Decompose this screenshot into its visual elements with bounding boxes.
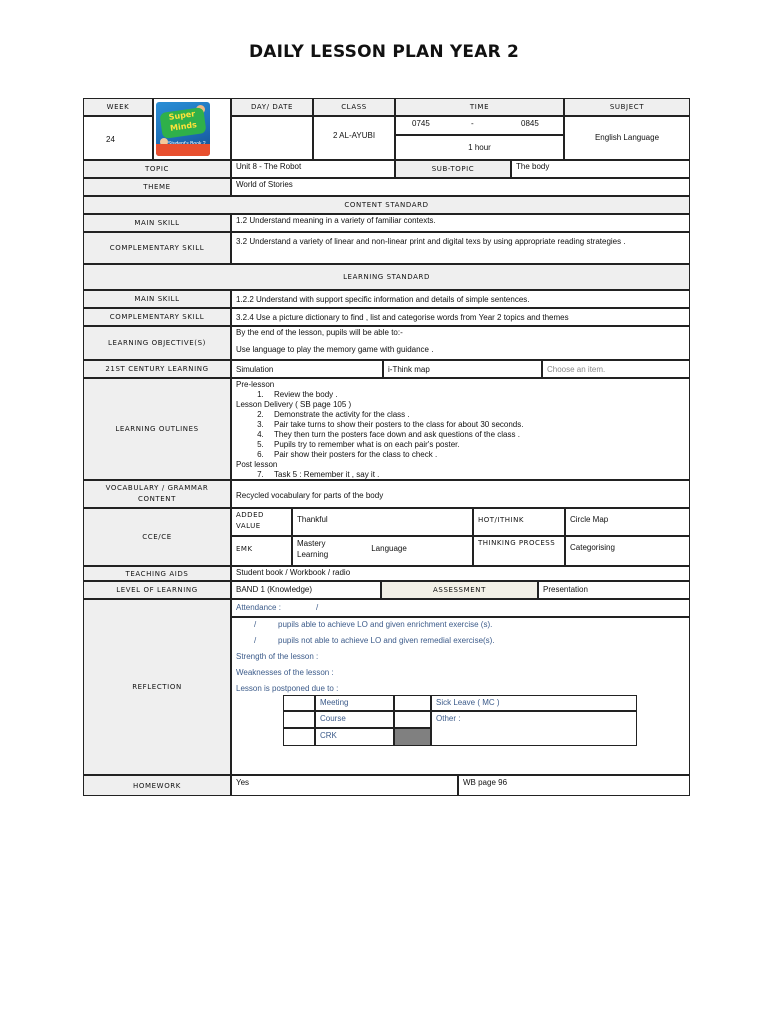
strength-text: Strength of the lesson : [236,652,319,661]
list-item: 1. Review the body . [266,390,685,400]
ls-main-skill-label: MAIN SKILL [83,290,231,308]
ls-comp-skill-value: 3.2.4 Use a picture dictionary to find , list and categorise words from Year 2 topics and themes [231,308,690,326]
hot-value: Circle Map [565,508,690,536]
list-item: 6. Pair show their posters for the class to check . [266,450,685,460]
sick-leave-checkbox[interactable] [394,695,431,711]
emk-label: EMK [231,536,292,566]
time-separator: - [471,119,474,128]
outlines-cell [231,378,690,480]
lesson-plan-table [83,98,690,796]
cs-comp-skill-value: 3.2 Understand a variety of linear and non-linear print and digital texs by using appropriate reading strategies . [231,232,690,264]
time-range [395,116,564,135]
achieve-text: pupils able to achieve LO and given enrichment exercise (s). [278,620,493,629]
reflection-label: REFLECTION [83,599,231,775]
ls-comp-skill-label: COMPLEMENTARY SKILL [83,308,231,326]
level-label: LEVEL OF LEARNING [83,581,231,599]
century-choose-item[interactable]: Choose an item. [542,360,690,378]
class-label: CLASS [313,98,395,116]
time-label: TIME [395,98,564,116]
other-label: Other : [431,711,637,746]
outline-post-heading: Post lesson [236,460,278,469]
course-checkbox[interactable] [283,711,315,728]
book-cover-band [156,144,210,156]
added-value-value: Thankful [292,508,473,536]
subtopic-label: SUB-TOPIC [395,160,511,178]
sick-leave-label: Sick Leave ( MC ) [431,695,637,711]
cs-main-skill-value: 1.2 Understand meaning in a variety of familiar contexts. [231,214,690,232]
outline-delivery-heading: Lesson Delivery ( SB page 105 ) [236,400,352,409]
other-checkbox[interactable] [394,711,431,728]
hot-label: HOT/ITHINK [473,508,565,536]
level-value: BAND 1 (Knowledge) [231,581,381,599]
added-value-label: ADDED VALUE [231,508,292,536]
meeting-checkbox[interactable] [283,695,315,711]
outline-pre-heading: Pre-lesson [236,380,275,389]
duration: 1 hour [395,135,564,160]
weakness-text: Weaknesses of the lesson : [236,668,334,677]
attendance-label: Attendance : [236,603,281,612]
learning-standard-heading: LEARNING STANDARD [83,264,690,290]
theme-label: THEME [83,178,231,196]
objectives-intro: By the end of the lesson, pupils will be able to:- [236,328,403,337]
crk-shaded-cell [394,728,431,746]
content-standard-heading: CONTENT STANDARD [83,196,690,214]
homework-value: Yes [231,775,458,796]
book-cover-cell [153,98,231,160]
list-item: 4. They then turn the posters face down and ask questions of the class . [266,430,685,440]
outlines-label: LEARNING OUTLINES [83,378,231,480]
objectives-cell [231,326,690,360]
book-cover-logo: Super Minds [159,107,206,139]
time-end: 0845 [521,119,539,128]
emk-value-cell [292,536,473,566]
objectives-label: LEARNING OBJECTIVE(S) [83,326,231,360]
list-item: 7. Task 5 : Remember it , say it . [266,470,685,480]
objectives-text: Use language to play the memory game with guidance . [236,345,434,354]
crk-checkbox[interactable] [283,728,315,746]
postponed-text: Lesson is postponed due to : [236,684,339,693]
outline-post-list [236,470,685,480]
class-value: 2 AL-AYUBI [313,116,395,160]
century-value-simulation: Simulation [231,360,383,378]
list-item: 3. Pair take turns to show their posters to the class for about 30 seconds. [266,420,685,430]
week-value: 24 [83,116,153,160]
subject-value: English Language [564,116,690,160]
topic-value: Unit 8 - The Robot [231,160,395,178]
course-label: Course [315,711,394,728]
outline-pre-list [236,390,685,400]
not-achieve-slash: / [254,636,257,645]
list-item: 2. Demonstrate the activity for the class . [266,410,685,420]
thinking-label: THINKING PROCESS [473,536,565,566]
homework-label: HOMEWORK [83,775,231,796]
attendance-separator: / [316,603,319,612]
subtopic-value: The body [511,160,690,178]
list-item: 5. Pupils try to remember what is on each pair's poster. [266,440,685,450]
theme-value: World of Stories [231,178,690,196]
book-cover-image [156,102,210,156]
assessment-value: Presentation [538,581,690,599]
cs-main-skill-label: MAIN SKILL [83,214,231,232]
century-value-ithink: i-Think map [383,360,542,378]
ls-main-skill-value: 1.2.2 Understand with support specific information and details of simple sentences. [231,290,690,308]
day-date-value[interactable] [231,116,313,160]
thinking-value: Categorising [565,536,690,566]
aids-value: Student book / Workbook / radio [231,566,690,581]
day-date-label: DAY/ DATE [231,98,313,116]
outline-delivery-list [236,410,685,460]
time-start: 0745 [412,119,430,128]
topic-label: TOPIC [83,160,231,178]
cs-comp-skill-label: COMPLEMENTARY SKILL [83,232,231,264]
cce-label: CCE/CE [83,508,231,566]
assessment-label: ASSESSMENT [381,581,538,599]
century-label: 21ST CENTURY LEARNING [83,360,231,378]
emk-value-mastery: Mastery Learning [297,539,329,559]
vocab-value: Recycled vocabulary for parts of the body [231,480,690,508]
meeting-label: Meeting [315,695,394,711]
homework-page: WB page 96 [458,775,690,796]
aids-label: TEACHING AIDS [83,566,231,581]
not-achieve-text: pupils not able to achieve LO and given remedial exercise(s). [278,636,495,645]
vocab-label: VOCABULARY / GRAMMAR CONTENT [83,480,231,508]
page-title: DAILY LESSON PLAN YEAR 2 [248,42,520,62]
subject-label: SUBJECT [564,98,690,116]
emk-value-language: Language [371,544,407,553]
attendance-row [231,599,690,617]
crk-label: CRK [315,728,394,746]
achieve-slash: / [254,620,257,629]
week-label: WEEK [83,98,153,116]
